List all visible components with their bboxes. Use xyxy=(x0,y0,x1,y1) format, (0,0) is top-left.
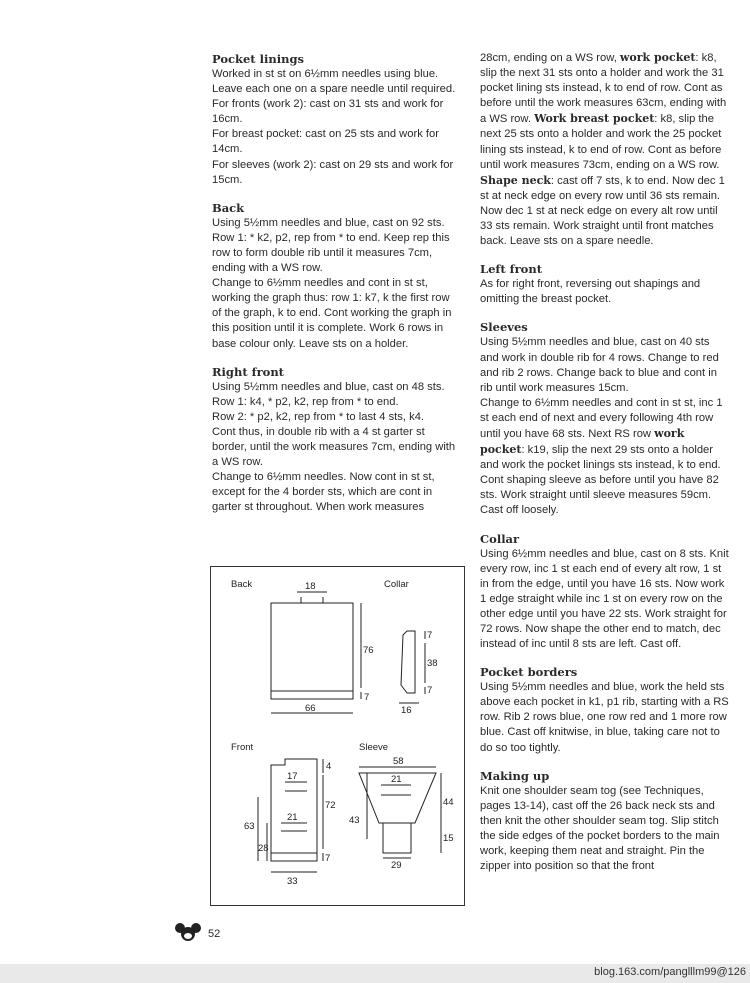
paragraph: As for right front, reversing out shapings and omitting the breast pocket. xyxy=(480,278,701,306)
section-heading: Pocket borders xyxy=(480,665,578,680)
paragraph: Using 5½mm needles and blue, work the held sts above each pocket in k1, p1 rib, starting with a RS row. Rib 2 rows blue, one row red and 1 more row blue. Cast off knitwise, in blue, taking care not to do so too tightly. xyxy=(480,681,729,754)
text-line: Change to 6½mm needles. Now cont in st st, except for the 4 border sts, which are cont in garter st throughout. When work measures xyxy=(212,471,435,514)
back-rib-value: 7 xyxy=(364,692,370,703)
collar-label: Collar xyxy=(384,579,409,590)
text-line: Cont thus, in double rib with a 4 st garter st border, until the work measures 7cm, ending with a WS row. xyxy=(212,425,456,469)
text-line: Row 1: k4, * p2, k2, rep from * to end. xyxy=(212,395,399,408)
right-front-section xyxy=(212,365,460,516)
front-label: Front xyxy=(231,742,254,753)
section-heading: Sleeves xyxy=(480,320,528,335)
front-height-value: 72 xyxy=(325,800,336,811)
front-pocket1-value: 17 xyxy=(287,771,298,782)
paragraph: Using 5½mm needles and blue, cast on 40 sts and work in double rib for 4 rows. Change to red and rib 2 rows. Change back to blue and cont in rib until work measures 15cm. xyxy=(480,336,719,394)
collar-width-value: 16 xyxy=(401,705,412,716)
back-height-value: 76 xyxy=(363,645,374,656)
text-line: For fronts (work 2): cast on 31 sts and work for 16cm. xyxy=(212,98,444,126)
sleeve-top-value: 58 xyxy=(393,756,404,767)
left-front-section xyxy=(480,262,730,307)
text-line: Row 2: * p2, k2, rep from * to last 4 sts, k4. xyxy=(212,410,425,423)
paragraph: Using 6½mm needles and blue, cast on 8 sts. Knit every row, inc 1 st each end of every alt row, 1 st in from the edge, until you have 16 sts. Now work 1 edge straight while inc 1 st on every row on the other edge until you have 22 sts. Work straight for 72 rows. Now shape the other end to match, dec instead of inc until 8 sts are left. Cast off. xyxy=(480,547,729,651)
text-line: Worked in st st on 6½mm needles using blue. xyxy=(212,68,439,80)
section-heading: Collar xyxy=(480,531,520,546)
sleeve-cuff-outline xyxy=(383,823,411,853)
inline-heading: Work breast pocket xyxy=(534,112,655,126)
footer-credit: blog.163.com/panglllm99@126 xyxy=(594,966,746,978)
collar-top-value: 7 xyxy=(427,630,433,641)
text-line: Row 1: * k2, p2, rep from * to end. Keep rep this row to form double rib until it measures 7cm, ending with a WS row. xyxy=(212,231,450,275)
back-width-value: 66 xyxy=(305,703,316,714)
sleeve-right-height-value: 44 xyxy=(443,797,454,808)
left-column xyxy=(212,52,460,528)
text-line: For sleeves (work 2): cast on 29 sts and work for 15cm. xyxy=(212,158,454,186)
making-up-section xyxy=(480,769,730,875)
collar-mid-value: 38 xyxy=(427,658,438,669)
text-line: Leave each one on a spare needle until required. xyxy=(212,83,456,96)
schematic-svg xyxy=(211,567,464,905)
inline-heading: Shape neck xyxy=(480,173,551,187)
sleeve-label: Sleeve xyxy=(359,742,389,753)
collar-outline xyxy=(401,631,415,693)
paragraph: Change to 6½mm needles and cont in st st, inc 1 st each end of next and every following 4th row until you have 68 sts. Next RS row work pocket: k19, slip the next 29 sts onto a holder and work the pocket linings sts instead, k to end. Cont shaping sleeve as before until you have 82 sts. Work straight until sleeve measures 59cm. Cast off loosely. xyxy=(480,396,723,517)
back-section xyxy=(212,201,460,352)
text-line: For breast pocket: cast on 25 sts and work for 14cm. xyxy=(212,128,439,156)
text-line: Using 5½mm needles and blue, cast on 48 sts. xyxy=(212,380,445,393)
text-line: Change to 6½mm needles and cont in st st, working the graph thus: row 1: k7, k the first row of the graph, k to end. Cont working the graph in this position until it is complete. Work 6 rows in base colour only. Leave sts on a holder. xyxy=(212,277,452,350)
back-rib-outline xyxy=(271,691,353,699)
pocket-borders-section xyxy=(480,665,730,755)
section-heading: Left front xyxy=(480,262,543,277)
sleeve-left-height-value: 43 xyxy=(349,815,360,826)
back-label: Back xyxy=(231,579,253,590)
back-neck-value: 18 xyxy=(305,581,316,592)
text-line: Using 5½mm needles and blue, cast on 92 sts. xyxy=(212,216,445,229)
front-rib-outline xyxy=(271,853,317,861)
front-pocket2-value: 21 xyxy=(287,812,298,823)
section-heading: Back xyxy=(212,200,245,215)
sleeve-pocket-value: 21 xyxy=(391,774,402,785)
front-pocket-height-value: 28 xyxy=(258,843,269,854)
front-top-value: 4 xyxy=(326,761,332,772)
schematic-diagram xyxy=(210,566,465,906)
front-total-value: 63 xyxy=(244,821,255,832)
collar-bottom-value: 7 xyxy=(427,685,433,696)
sleeve-cuff-width-value: 29 xyxy=(391,860,402,871)
paragraph: 28cm, ending on a WS row, work pocket: k8, slip the next 31 sts onto a holder and work the 31 pocket lining sts instead, k to end of row. Cont as before until the work measures 63cm, ending with a WS row. Work breast pocket: k8, slip the next 25 sts onto a holder and work the 25 pocket lining sts instead, k to end of row. Cont as before until work measures 73cm, ending on a WS row. Shape neck: cast off 7 sts, k to end. Now dec 1 st at neck edge on every row until 36 sts remain. Now dec 1 st at neck edge on every alt row until 33 sts remain. Work straight until front matches back. Leave sts on a spare needle. xyxy=(480,51,727,248)
front-rib-value: 7 xyxy=(325,853,331,864)
collar-section xyxy=(480,532,730,653)
back-body-outline xyxy=(271,603,353,691)
section-heading: Making up xyxy=(480,768,550,783)
right-column xyxy=(480,50,730,887)
inline-heading: work pocket xyxy=(619,51,696,64)
mouse-head-icon xyxy=(174,922,202,942)
page-number: 52 xyxy=(208,928,221,940)
front-width-value: 33 xyxy=(287,876,298,887)
sleeves-section xyxy=(480,320,730,518)
paragraph: Knit one shoulder seam tog (see Techniques, pages 13-14), cast off the 26 back neck sts and then knit the other shoulder seam tog. Slip stitch the side edges of the pocket borders to the main work, keeping them neat and straight. Pin the zipper into position so that the front xyxy=(480,784,720,873)
right-front-continued xyxy=(480,50,730,249)
section-heading: Right front xyxy=(212,364,284,379)
inline-heading: work pocket xyxy=(480,426,685,457)
pocket-linings-section xyxy=(212,52,460,188)
section-heading: Pocket linings xyxy=(212,52,304,66)
sleeve-cuff-height-value: 15 xyxy=(443,833,454,844)
